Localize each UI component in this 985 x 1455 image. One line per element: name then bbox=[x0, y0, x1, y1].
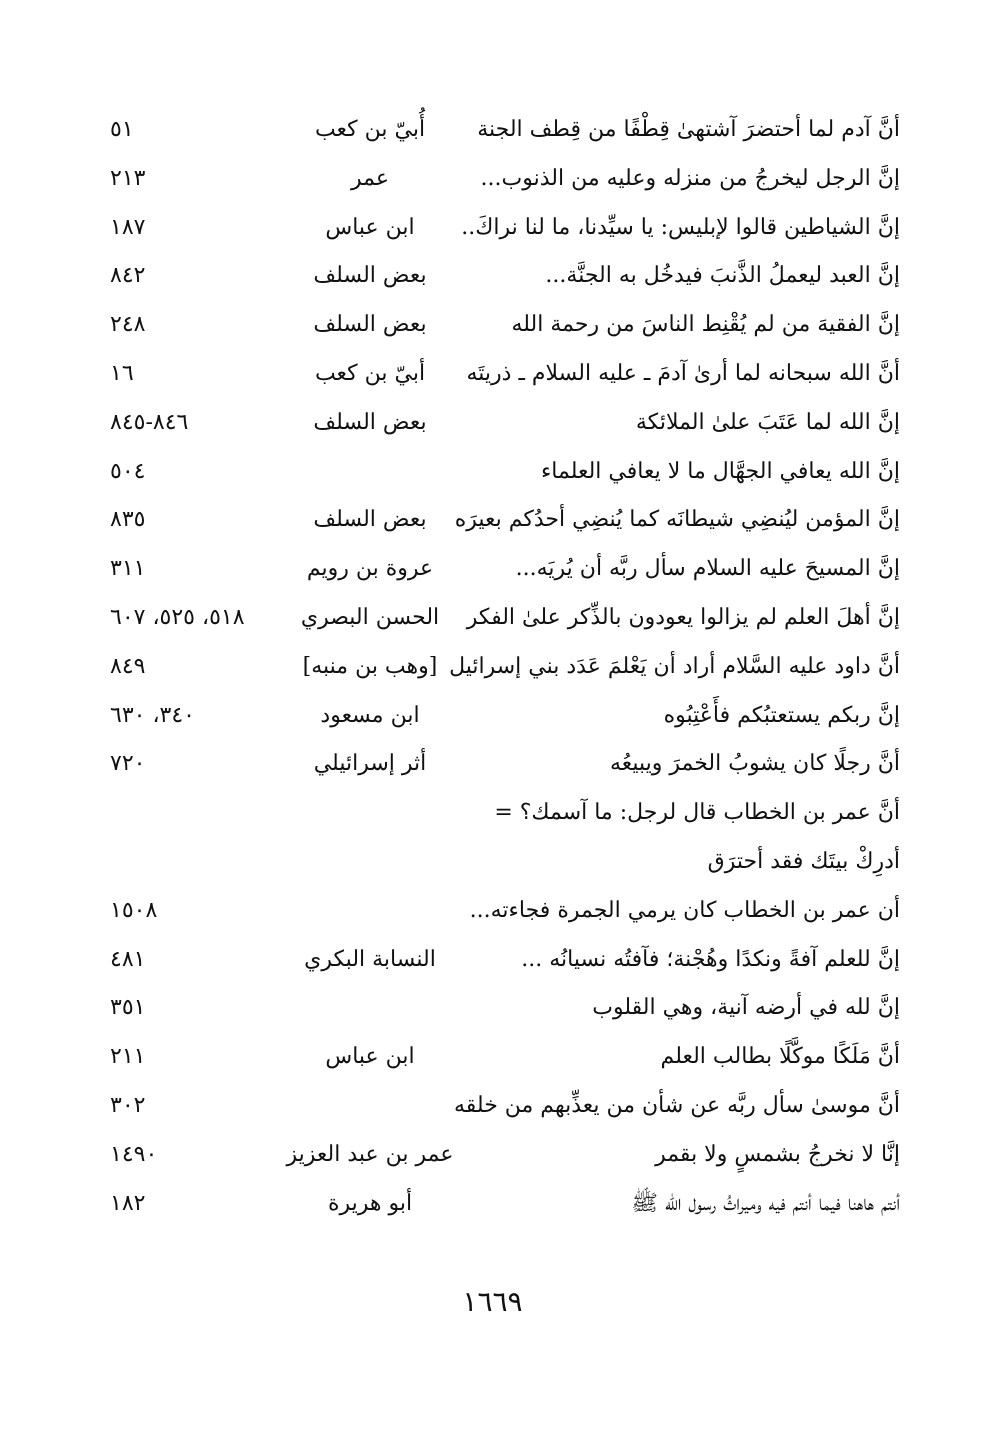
entry-narrator: بعض السلف bbox=[313, 409, 427, 435]
entry-pages: ٣٠٢ bbox=[110, 1092, 146, 1118]
entry-text: إنَّ الله يعافي الجهَّال ما لا يعافي العلماء bbox=[540, 458, 900, 484]
entry-pages: ٨٣٥ bbox=[110, 507, 146, 533]
index-row bbox=[110, 155, 900, 204]
hadith-index-list bbox=[110, 106, 900, 1228]
entry-pages: ١٦ bbox=[110, 360, 134, 386]
entry-text: إنَّ المؤمن ليُنضِي شيطانَه كما يُنضِي أحدُكم بعيرَه bbox=[454, 507, 900, 533]
entry-text: إنَّ الله لما عَتَبَ علىٰ الملائكة bbox=[635, 409, 900, 435]
entry-pages: ٨٤٩ bbox=[110, 653, 146, 679]
entry-text: أن عمر بن الخطاب كان يرمي الجمرة فجاءته... bbox=[469, 897, 900, 923]
entry-narrator: بعض السلف bbox=[313, 312, 427, 338]
entry-pages: ١٥٠٨ bbox=[110, 897, 158, 923]
entry-text: إنَّ المسيحَ عليه السلام سأل ربَّه أن يُريَه... bbox=[515, 556, 900, 582]
index-row bbox=[110, 496, 900, 545]
entry-pages: ٣٤٠، ٦٣٠ bbox=[110, 702, 195, 728]
index-row bbox=[110, 399, 900, 448]
index-row bbox=[110, 789, 900, 838]
entry-text: إنَّ العبد ليعملُ الذَّنبَ فيدخُل به الجنَّة... bbox=[545, 263, 900, 289]
entry-narrator: عروة بن رويم bbox=[306, 556, 434, 582]
index-row bbox=[110, 1180, 900, 1229]
entry-text: إنَّ للعلم آفةً ونكدًا وهُجْنة؛ فآفتُه نسيانُه ... bbox=[521, 946, 900, 972]
entry-narrator: أثر إسرائيلي bbox=[313, 751, 427, 777]
entry-pages: ٢١١ bbox=[110, 1044, 146, 1070]
entry-narrator: [وهب بن منبه] bbox=[302, 653, 438, 679]
index-row bbox=[110, 984, 900, 1033]
entry-pages: ٣١١ bbox=[110, 556, 146, 582]
entry-text: إنَّ الفقيهَ من لم يُقْنِط الناسَ من رحمة الله bbox=[511, 312, 900, 338]
entry-pages: ٧٢٠ bbox=[110, 751, 146, 777]
entry-text: إنَّا لا نخرجُ بشمسٍ ولا بقمر bbox=[655, 1141, 900, 1167]
entry-narrator: النسابة البكري bbox=[304, 946, 436, 972]
entry-pages: ١٨٧ bbox=[110, 214, 146, 240]
entry-pages: ٣٥١ bbox=[110, 995, 146, 1021]
index-row bbox=[110, 838, 900, 887]
index-row bbox=[110, 545, 900, 594]
entry-narrator: بعض السلف bbox=[313, 507, 427, 533]
entry-narrator: أُبيّ بن كعب bbox=[314, 117, 426, 142]
entry-narrator: عمر بن عبد العزيز bbox=[286, 1141, 454, 1167]
entry-narrator: ابن مسعود bbox=[320, 702, 420, 728]
entry-narrator: ابن عباس bbox=[325, 1044, 415, 1070]
index-row bbox=[110, 740, 900, 789]
entry-text: إنَّ الرجل ليخرجُ من منزله وعليه من الذنوب... bbox=[480, 165, 900, 191]
entry-pages: ١٨٢ bbox=[110, 1190, 146, 1216]
entry-pages: ٥٠٤ bbox=[110, 458, 146, 484]
index-row bbox=[110, 301, 900, 350]
entry-narrator: بعض السلف bbox=[313, 263, 427, 289]
entry-text: أنَّ عمر بن الخطاب قال لرجل: ما آسمك؟ = bbox=[494, 800, 900, 826]
page-number: ١٦٦٩ bbox=[462, 1285, 523, 1318]
entry-pages: ٥١٨، ٥٢٥، ٦٠٧ bbox=[110, 604, 245, 630]
entry-narrator: أبيّ بن كعب bbox=[314, 360, 426, 386]
entry-narrator: ابن عباس bbox=[325, 214, 415, 240]
entry-text: إنَّ أهلَ العلم لم يزالوا يعودون بالذِّكر علىٰ الفكر bbox=[466, 604, 900, 630]
index-row bbox=[110, 204, 900, 253]
entry-text: أنَّ موسىٰ سأل ربَّه عن شأن من يعذِّبهم من خلقه bbox=[453, 1092, 900, 1118]
index-row bbox=[110, 252, 900, 301]
entry-text: إنَّ الشياطين قالوا لإبليس: يا سيِّدنا، ما لنا نراكَ.. bbox=[461, 214, 900, 240]
index-row bbox=[110, 350, 900, 399]
index-row bbox=[110, 692, 900, 741]
index-row bbox=[110, 106, 900, 155]
index-row bbox=[110, 936, 900, 985]
index-row bbox=[110, 1033, 900, 1082]
index-row bbox=[110, 887, 900, 936]
entry-text: إنَّ لله في أرضه آنية، وهي القلوب bbox=[592, 995, 900, 1021]
entry-pages: ٥١ bbox=[110, 117, 134, 142]
entry-text: أنَّ رجلًا كان يشوبُ الخمرَ ويبيعُه bbox=[609, 751, 900, 777]
index-row bbox=[110, 643, 900, 692]
entry-narrator: أبو هريرة bbox=[327, 1190, 413, 1216]
entry-text: إنَّ ربكم يستعتبُكم فأَعْتِبُوه bbox=[663, 702, 900, 728]
entry-text: أنَّ آدم لما أحتضرَ آشتهىٰ قِطْفًا من قِطف الجنة bbox=[477, 117, 900, 142]
entry-pages: ٢٤٨ bbox=[110, 312, 146, 338]
entry-text: أنَّ مَلَكًا موكَّلًا بطالب العلم bbox=[660, 1044, 900, 1070]
index-row bbox=[110, 594, 900, 643]
entry-text: أنَّ داود عليه السَّلام أراد أن يَعْلمَ عَدَد بني إسرائيل bbox=[449, 653, 900, 679]
entry-text: أنَّ الله سبحانه لما أرىٰ آدمَ ـ عليه السلام ـ ذريتَه bbox=[466, 360, 900, 386]
entry-pages: ٨٤٦-٨٤٥ bbox=[110, 409, 189, 435]
entry-pages: ٤٨١ bbox=[110, 946, 146, 972]
entry-pages: ٨٤٢ bbox=[110, 263, 146, 289]
entry-pages: ٢١٣ bbox=[110, 165, 146, 191]
index-row bbox=[110, 1131, 900, 1180]
entry-narrator: الحسن البصري bbox=[300, 604, 440, 630]
index-row bbox=[110, 1082, 900, 1131]
entry-text: أنتم هاهنا فيما أنتم فيه وميراثُ رسول الله ﷺ bbox=[631, 1190, 900, 1216]
entry-text: أدرِكْ بيتَك فقد أحترَق bbox=[707, 848, 900, 874]
entry-narrator: عمر bbox=[351, 165, 389, 191]
entry-pages: ١٤٩٠ bbox=[110, 1141, 158, 1167]
index-row bbox=[110, 448, 900, 497]
